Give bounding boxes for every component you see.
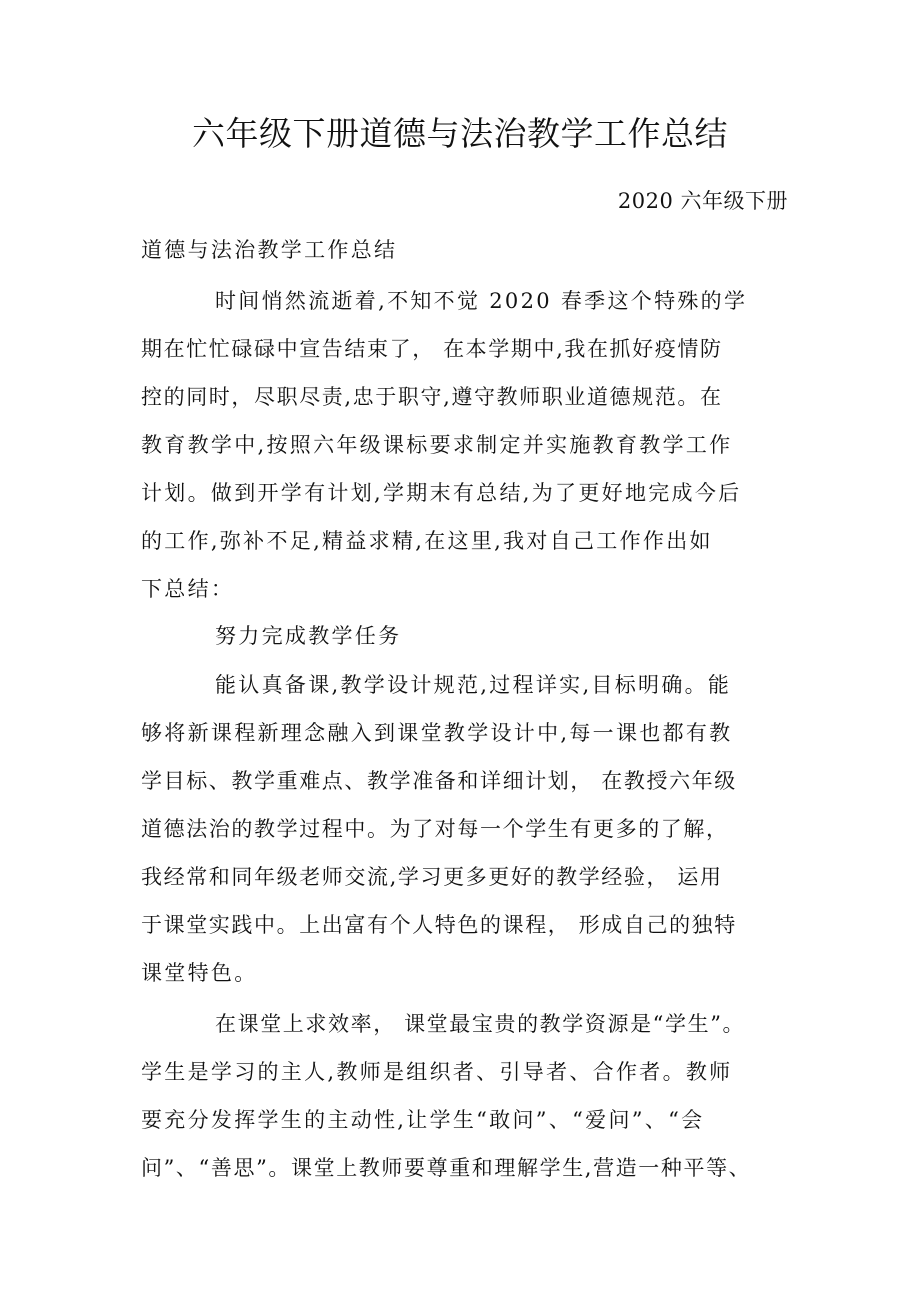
document-subheading: 2020 六年级下册 bbox=[617, 189, 788, 213]
body-line: 够将新课程新理念融入到课堂教学设计中,每一课也都有教 bbox=[141, 721, 733, 745]
body-line: 于课堂实践中。上出富有个人特色的课程， 形成自己的独特 bbox=[141, 913, 737, 937]
body-line: 道德与法治教学工作总结 bbox=[141, 238, 398, 262]
body-line: 要充分发挥学生的主动性,让学生“敢问”、“爱问”、“会 bbox=[141, 1108, 705, 1132]
body-line: 计划。做到开学有计划,学期末有总结,为了更好地完成今后 bbox=[141, 481, 742, 505]
body-line: 我经常和同年级老师交流,学习更多更好的教学经验， 运用 bbox=[141, 865, 723, 889]
body-line: 时间悄然流逝着,不知不觉 2020 春季这个特殊的学 bbox=[215, 289, 748, 313]
body-line: 课堂特色。 bbox=[141, 961, 258, 985]
body-line: 学目标、教学重难点、教学准备和详细计划， 在教授六年级 bbox=[141, 769, 737, 793]
body-line: 问”、“善思”。课堂上教师要尊重和理解学生,营造一种平等、 bbox=[141, 1156, 752, 1180]
section-heading: 努力完成教学任务 bbox=[215, 624, 402, 648]
body-line: 控的同时，尽职尽责,忠于职守,遵守教师职业道德规范。在 bbox=[141, 385, 723, 409]
body-line: 下总结： bbox=[141, 577, 235, 601]
body-line: 学生是学习的主人,教师是组织者、引导者、合作者。教师 bbox=[141, 1060, 733, 1084]
body-line: 道德法治的教学过程中。为了对每一个学生有更多的了解， bbox=[141, 817, 729, 841]
body-line: 在课堂上求效率， 课堂最宝贵的教学资源是“学生”。 bbox=[215, 1012, 746, 1036]
document-title: 六年级下册道德与法治教学工作总结 bbox=[192, 114, 728, 153]
body-line: 能认真备课,教学设计规范,过程详实,目标明确。能 bbox=[215, 673, 732, 697]
body-line: 教育教学中,按照六年级课标要求制定并实施教育教学工作 bbox=[141, 433, 733, 457]
body-line: 期在忙忙碌碌中宣告结束了， 在本学期中,我在抓好疫情防 bbox=[141, 337, 723, 361]
body-line: 的工作,弥补不足,精益求精,在这里,我对自己工作作出如 bbox=[141, 529, 713, 553]
